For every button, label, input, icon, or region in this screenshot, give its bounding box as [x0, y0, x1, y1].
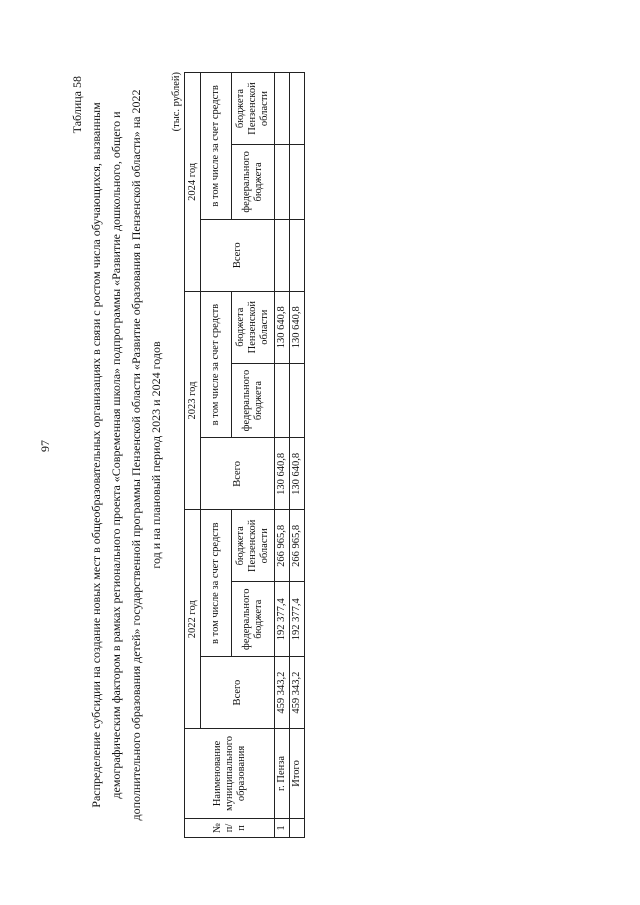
- cell-2022-federal: 192 377,4: [290, 582, 305, 657]
- cell-2024-federal: [290, 145, 305, 220]
- row-num: [290, 818, 305, 837]
- header-year-2022: 2022 год: [185, 510, 201, 729]
- header-num: № п/п: [185, 818, 275, 837]
- unit-label: (тыс. рублей): [171, 72, 182, 132]
- cell-2022-total: 459 343,2: [275, 657, 290, 729]
- header-including-2022: в том числе за счет средств: [201, 510, 232, 657]
- header-regional-2023: бюджета Пензенской области: [232, 291, 275, 363]
- cell-2022-total: 459 343,2: [290, 657, 305, 729]
- rotated-content: [70, 72, 305, 838]
- cell-2023-federal: [275, 363, 290, 438]
- cell-2024-total: [290, 219, 305, 291]
- row-num: 1: [275, 818, 290, 837]
- cell-2024-regional: [275, 73, 290, 145]
- cell-2024-total: [275, 219, 290, 291]
- cell-2022-federal: 192 377,4: [275, 582, 290, 657]
- cell-2023-regional: 130 640,8: [275, 291, 290, 363]
- table-label: Таблица 58: [70, 76, 84, 134]
- page-number: 97: [38, 440, 52, 452]
- header-total-2024: Всего: [201, 219, 275, 291]
- cell-2024-federal: [275, 145, 290, 220]
- header-including-2023: в том числе за счет средств: [201, 291, 232, 438]
- header-year-2023: 2023 год: [185, 291, 201, 510]
- table-row: [275, 73, 290, 838]
- cell-2023-regional: 130 640,8: [290, 291, 305, 363]
- table-caption: Распределение субсидии на создание новых мест в общеобразовательных организациях в связи с ростом числа обучающихся, вызванным демографическим фактором в рамках регионального проекта «Современная школа» подпрограммы «Развитие дошкольного, общего и дополнительного образования детей» государственной программы Пензенской области «Развитие образования в Пензенской области» на 2022 год и на плановый период 2023 и 2024 годов: [89, 89, 163, 821]
- cell-2023-total: 130 640,8: [290, 438, 305, 510]
- header-regional-2024: бюджета Пензенской области: [232, 73, 275, 145]
- header-federal-2024: федерального бюджета: [232, 145, 275, 220]
- header-federal-2023: федерального бюджета: [232, 363, 275, 438]
- row-name: г. Пенза: [275, 729, 290, 819]
- distribution-table: [184, 72, 305, 838]
- header-including-2024: в том числе за счет средств: [201, 73, 232, 220]
- row-name: Итого: [290, 729, 305, 819]
- header-federal-2022: федерального бюджета: [232, 582, 275, 657]
- header-regional-2022: бюджета Пензенской области: [232, 510, 275, 582]
- cell-2024-regional: [290, 73, 305, 145]
- header-name: Наименование муниципального образования: [185, 729, 275, 819]
- header-total-2022: Всего: [201, 657, 275, 729]
- cell-2022-regional: 266 965,8: [290, 510, 305, 582]
- cell-2022-regional: 266 965,8: [275, 510, 290, 582]
- cell-2023-total: 130 640,8: [275, 438, 290, 510]
- header-year-2024: 2024 год: [185, 73, 201, 292]
- table-row-total: [290, 73, 305, 838]
- header-total-2023: Всего: [201, 438, 275, 510]
- cell-2023-federal: [290, 363, 305, 438]
